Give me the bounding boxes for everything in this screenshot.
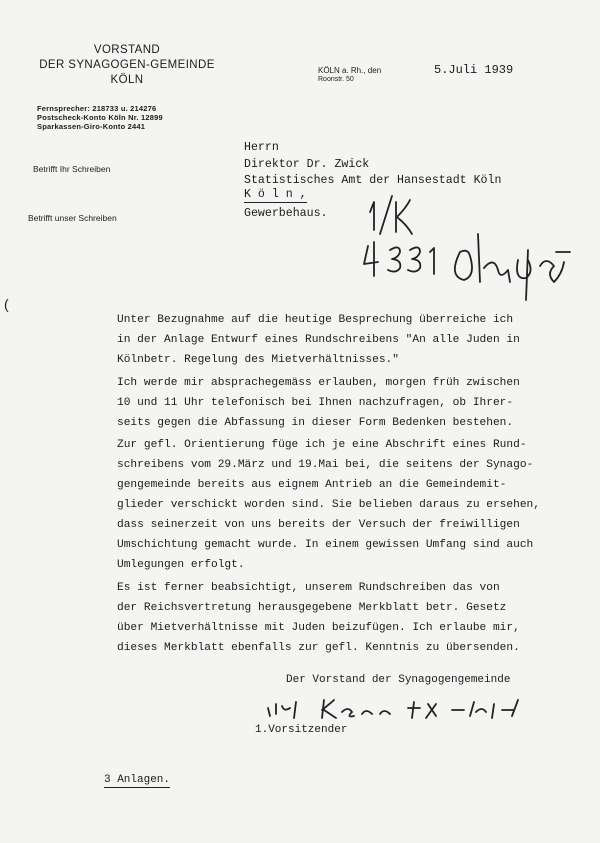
body-line: der Reichsvertretung herausgegebene Merkblatt betr. Gesetz [117, 602, 507, 614]
body-line: Ich werde mir absprachegemäss erlauben, morgen früh zwischen [117, 377, 520, 389]
body-line: 10 und 11 Uhr telefonisch bei Ihnen nachzufragen, ob Ihrer- [117, 397, 514, 409]
body-line: Es ist ferner beabsichtigt, unserem Rundschreiben das von [117, 582, 500, 594]
street-address: Roonstr. 50 [318, 76, 354, 83]
enclosures-note: 3 Anlagen. [104, 774, 171, 786]
body-line: dieses Merkblatt ebenfalls zur gefl. Kenntnis zu übersenden. [117, 642, 520, 654]
body-line: über Mietverhältnisse mit Juden beizufügen. Ich erlaube mir, [117, 622, 520, 634]
recipient-building: Gewerbehaus. [244, 207, 328, 220]
body-line: in der Anlage Entwurf eines Rundschreibens "An alle Juden in [117, 334, 520, 346]
letter-date: 5.Juli 1939 [434, 63, 514, 77]
recipient-salutation: Herrn [244, 141, 279, 154]
body-line: dass seinerzeit von uns bereits der Versuch der freiwilligen [117, 519, 520, 531]
ref-your-letter: Betrifft Ihr Schreiben [33, 164, 111, 174]
body-line: gengemeinde bereits aus eignem Antrieb an die Gemeindemit- [117, 479, 507, 491]
org-name-line1: VORSTAND [93, 44, 161, 56]
body-line: Unter Bezugnahme auf die heutige Besprechung überreiche ich [117, 314, 514, 326]
body-line: glieder verschickt worden sind. Sie belieben daraus zu ersehen, [117, 499, 540, 511]
signature-handwritten [262, 692, 542, 722]
org-name-line3: KÖLN [110, 74, 144, 86]
recipient-name: Direktor Dr. Zwick [244, 158, 370, 171]
handwritten-annotation [360, 190, 600, 310]
recipient-office: Statistisches Amt der Hansestadt Köln [244, 174, 502, 187]
body-line: schreibens vom 29.März und 19.Mai bei, die seitens der Synago- [117, 459, 534, 471]
closing-title: 1.Vorsitzender [255, 724, 348, 736]
contact-phone: Fernsprecher: 218733 u. 214276 [37, 104, 157, 113]
body-line: Umschichtung gemacht wurde. In einem gewissen Umfang sind auch [117, 539, 534, 551]
body-line: Umlegungen erfolgt. [117, 559, 245, 571]
recipient-city: K ö l n , [244, 188, 307, 201]
contact-postscheck: Postscheck-Konto Köln Nr. 12899 [37, 113, 163, 122]
ref-our-letter: Betrifft unser Schreiben [28, 213, 117, 223]
contact-giro: Sparkassen-Giro-Konto 2441 [37, 122, 146, 131]
body-line: Zur gefl. Orientierung füge ich je eine Abschrift eines Rund- [117, 439, 527, 451]
place-label: KÖLN a. Rh., den [318, 66, 382, 75]
body-line: Kölnbetr. Regelung des Mietverhältnisses." [117, 354, 399, 366]
closing-signoff: Der Vorstand der Synagogengemeinde [286, 674, 511, 686]
margin-mark: ( [4, 296, 9, 312]
org-name-line2: DER SYNAGOGEN-GEMEINDE [39, 59, 215, 71]
body-line: seits gegen die Abfassung in dieser Form Bedenken bestehen. [117, 417, 514, 429]
